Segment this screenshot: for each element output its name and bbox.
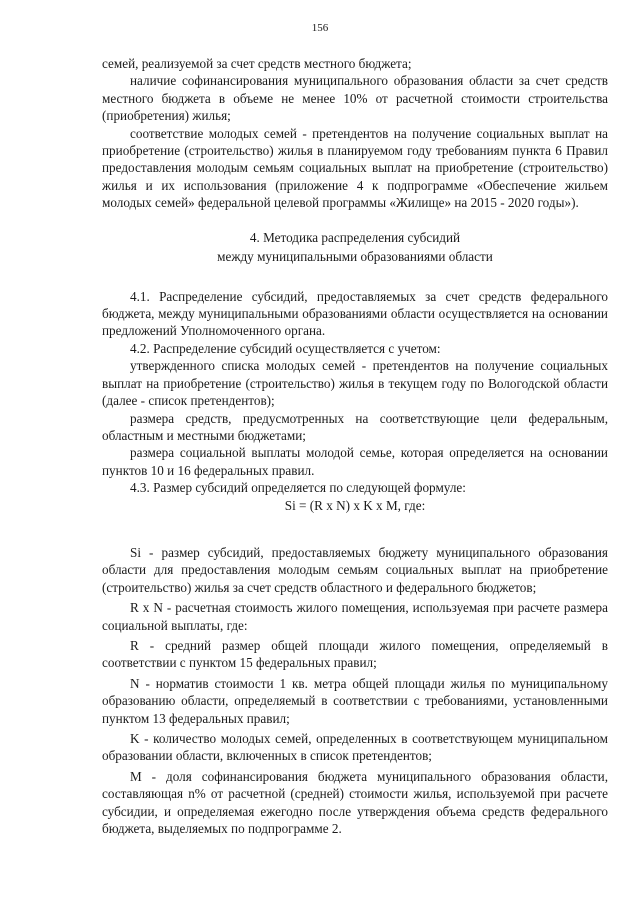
paragraph: размера средств, предусмотренных на соответствующие цели федеральным, областным и местными бюджетами; (102, 410, 608, 443)
paragraph: размера социальной выплаты молодой семье, которая определяется на основании пунктов 10 и 16 федеральных правил. (102, 445, 608, 478)
paragraph: соответствие молодых семей - претендентов на получение социальных выплат на приобретение (строительство) жилья в планируемом году требованиям пункта 6 Правил предоставления молодым семьям социальных выплат на приобретение (строительство) жилья и их использования (приложение 4 к подпрограмме «Обеспечение жильем молодых семей» федеральной целевой программы «Жилище» на 2015 - 2020 годы»). (102, 125, 608, 211)
paragraph: наличие софинансирования муниципального образования области за счет средств местного бюджета в объеме не менее 10% от расчетной стоимости строительства (приобретения) жилья; (102, 73, 608, 124)
definition: M - доля софинансирования бюджета муниципального образования области, составляющая n% от расчетной (средней) стоимости жилья, используемой при расчете субсидии, и определяемая ежегодно после утверждения объема средств федерального бюджета, выделяемых по подпрограмме 2. (102, 768, 608, 837)
definition: N - норматив стоимости 1 кв. метра общей площади жилья по муниципальному образованию области, определяемый в соответствии с требованиями, установленными пунктом 13 федеральных правил; (102, 675, 608, 726)
paragraph: 4.2. Распределение субсидий осуществляется с учетом: (130, 340, 441, 356)
definition: Si - размер субсидий, предоставляемых бюджету муниципального образования области для предоставления молодым семьям социальных выплат на приобретение (строительство) жилья за счет средств областного и федерального бюджетов; (102, 544, 608, 595)
paragraph: семей, реализуемой за счет средств местного бюджета; (102, 56, 412, 71)
paragraph: 4.1. Распределение субсидий, предоставляемых за счет средств федерального бюджета, между муниципальными образованиями области осуществляется на основании предложений Уполномоченного органа. (102, 288, 608, 339)
section-heading (102, 228, 608, 266)
definition: K - количество молодых семей, определенных в соответствующем муниципальном образовании области, включенных в список претендентов; (102, 731, 608, 764)
paragraph: 4.3. Размер субсидий определяется по следующей формуле: (130, 480, 466, 496)
paragraph: утвержденного списка молодых семей - претендентов на получение социальных выплат на приобретение (строительство) жилья в текущем году по Вологодской области (далее - список претендентов); (102, 358, 608, 409)
section-heading-line: между муниципальными образованиями области (217, 248, 493, 264)
formula: Si = (R x N) x K x M, где: (284, 497, 426, 513)
page-number: 156 (311, 22, 329, 34)
page-content (102, 55, 608, 837)
definition: R x N - расчетная стоимость жилого помещения, используемая при расчете размера социальной выплаты, где: (102, 600, 608, 633)
section-heading-line: 4. Методика распределения субсидий (249, 229, 461, 245)
definition: R - средний размер общей площади жилого помещения, определяемый в соответствии с пунктом 15 федеральных правил; (102, 637, 608, 671)
